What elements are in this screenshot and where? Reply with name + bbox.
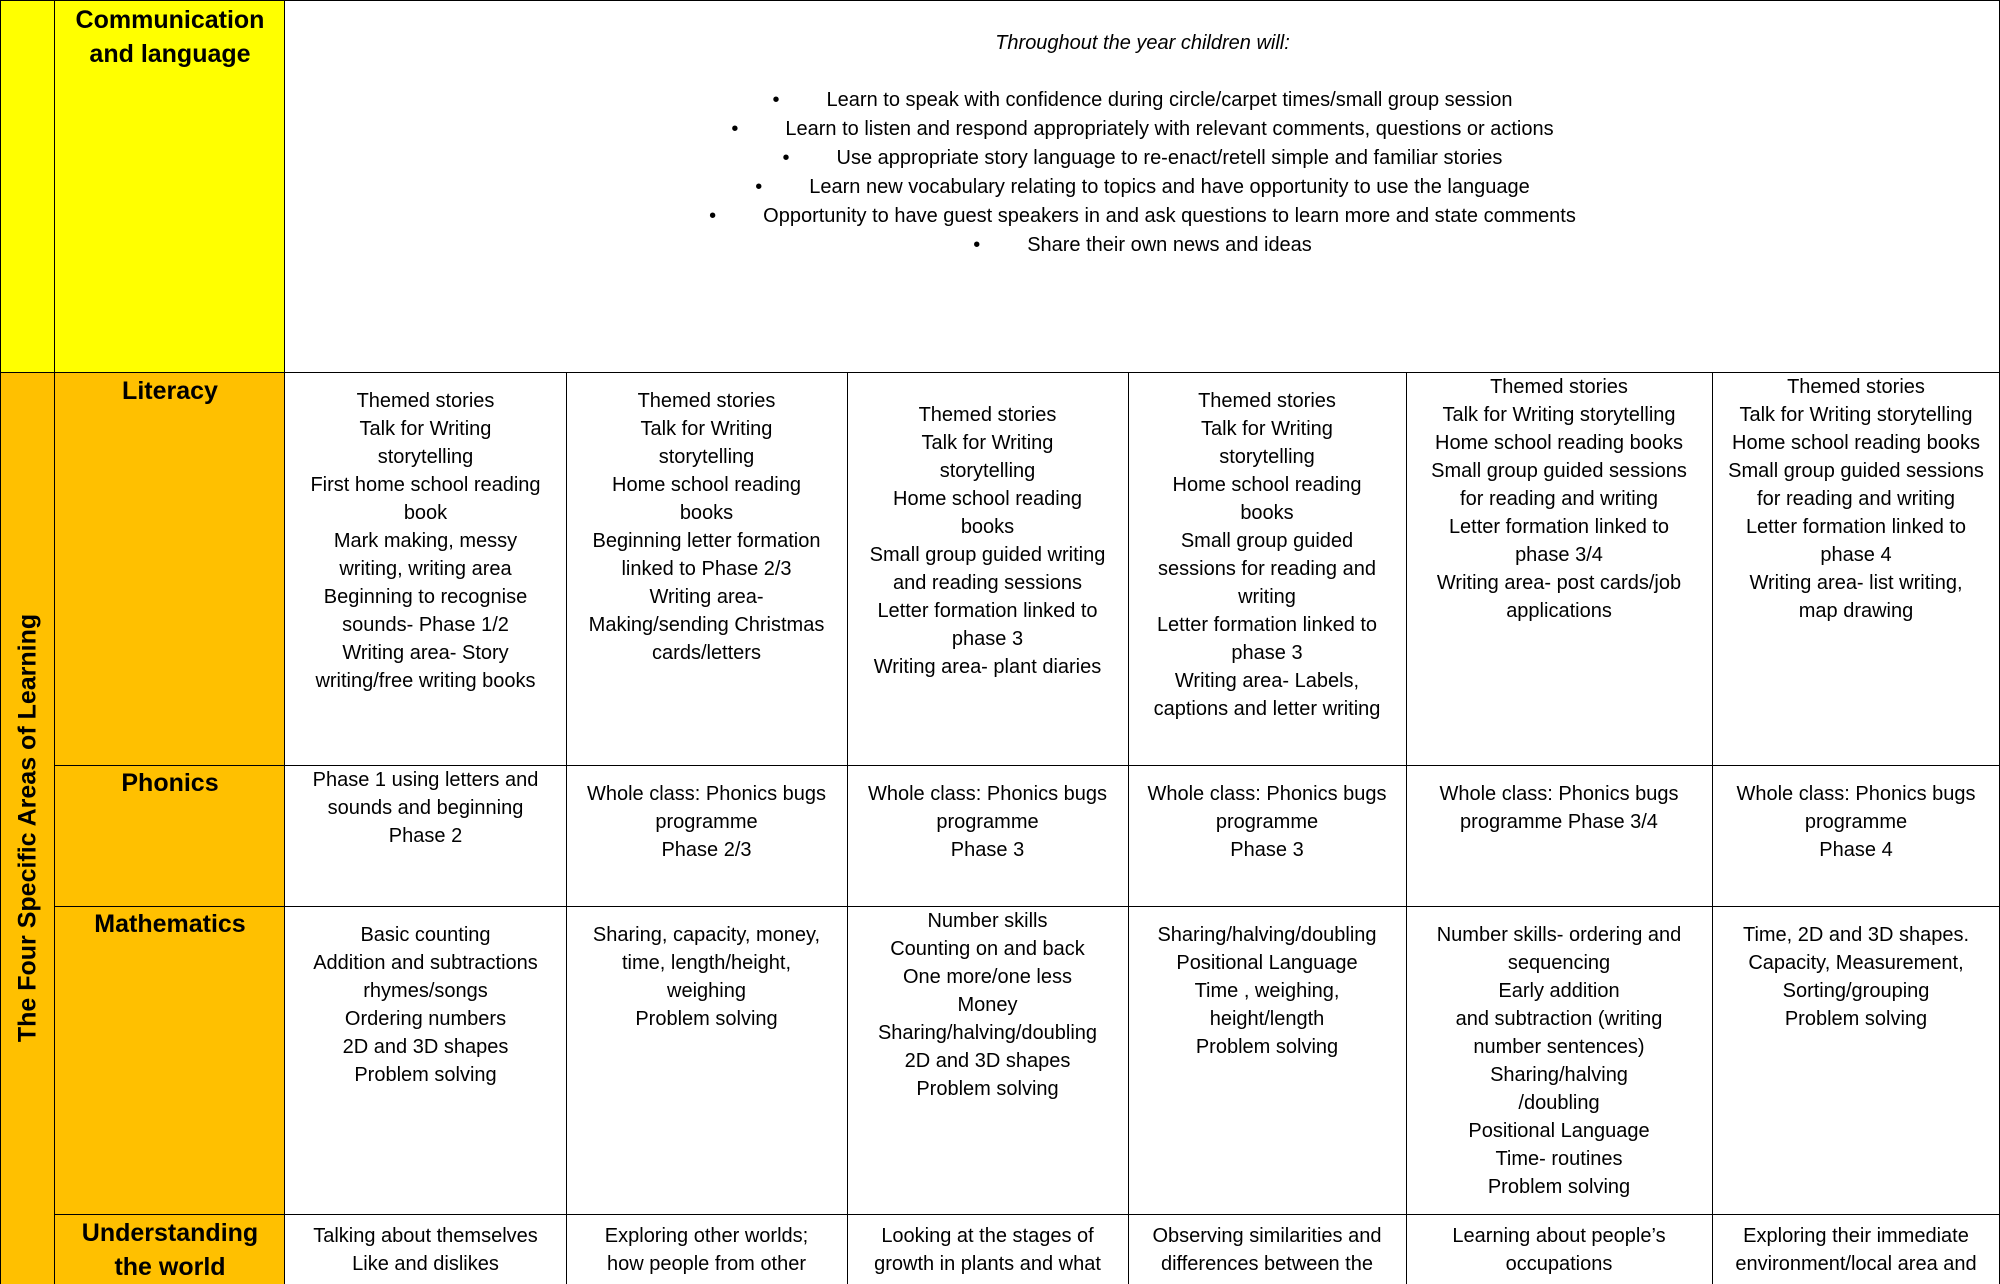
understanding-world-title-line-2: the world [114, 1253, 226, 1281]
cell-line: Talk for Writing [359, 418, 492, 440]
mathematics-title [55, 907, 285, 941]
cell-line: Like and dislikes [352, 1253, 499, 1275]
cell-line: Phase 4 [1819, 839, 1893, 861]
mathematics-cell [1406, 921, 1712, 1201]
cell-line: storytelling [658, 446, 755, 468]
mathematics-cell [847, 907, 1128, 1103]
cell-line: Sharing, capacity, money, [592, 924, 821, 946]
understanding-world-cell [1406, 1222, 1712, 1278]
cell-line: Problem solving [354, 1064, 497, 1086]
cell-line: Positional Language [1468, 1120, 1650, 1142]
literacy-cell [847, 401, 1128, 681]
communication-lead: Throughout the year children will: [995, 32, 1290, 54]
cell-line: Small group guided sessions [1431, 460, 1687, 482]
cell-line: phase 3/4 [1515, 544, 1603, 566]
mathematics-cell [1712, 921, 2000, 1033]
cell-line: Small group guided [1180, 530, 1354, 552]
cell-line: and subtraction (writing [1455, 1008, 1663, 1030]
cell-line: linked to Phase 2/3 [621, 558, 792, 580]
cell-line: Themed stories [1198, 390, 1336, 412]
cell-line: Early addition [1498, 980, 1620, 1002]
grid-line [0, 0, 2000, 1]
phonics-title-text: Phonics [121, 769, 219, 797]
cell-line: Whole class: Phonics bugs [1439, 783, 1679, 805]
cell-line: phase 4 [1820, 544, 1892, 566]
cell-line: Sharing/halving/doubling [877, 1022, 1098, 1044]
cell-line: Writing area- post cards/job [1436, 572, 1682, 594]
cell-line: books [960, 516, 1015, 538]
cell-line: Capacity, Measurement, [1748, 952, 1964, 974]
cell-line: Themed stories [918, 404, 1057, 426]
cell-line: books [1240, 502, 1294, 524]
cell-line: Learning about people’s [1452, 1225, 1666, 1247]
cell-line: rhymes/songs [363, 980, 488, 1002]
cell-line: Talk for Writing [1201, 418, 1333, 440]
grid-line [0, 0, 1, 1284]
cell-line: Number skills [927, 910, 1048, 932]
understanding-world-cell [566, 1222, 847, 1278]
cell-line: Problem solving [635, 1008, 778, 1030]
cell-line: Counting on and back [890, 938, 1085, 960]
cell-line: Observing similarities and [1152, 1225, 1382, 1247]
cell-line: Talking about themselves [313, 1225, 538, 1247]
cell-line: Talk for Writing storytelling [1442, 404, 1676, 426]
cell-line: phase 3 [1231, 642, 1303, 664]
cell-line: cards/letters [652, 642, 761, 664]
communication-title [55, 0, 285, 71]
cell-line: Whole class: Phonics bugs [586, 783, 826, 805]
cell-line: programme Phase 3/4 [1460, 811, 1658, 833]
cell-line: Phase 2 [388, 825, 463, 847]
communication-title-cell [55, 0, 285, 372]
cell-line: Whole class: Phonics bugs [1736, 783, 1976, 805]
bullet-text: Opportunity to have guest speakers in and ask questions to learn more and state comments [763, 205, 1576, 227]
cell-line: Phase 2/3 [661, 839, 752, 861]
cell-line: for reading and writing [1757, 488, 1955, 510]
cell-line: Basic counting [360, 924, 491, 946]
cell-line: Phase 3 [950, 839, 1025, 861]
understanding-world-cell [1712, 1222, 2000, 1278]
cell-line: Positional Language [1176, 952, 1358, 974]
grid-line [55, 765, 2000, 766]
cell-line: Sharing/halving [1490, 1064, 1628, 1086]
side-heading [0, 372, 55, 1284]
cell-line: Small group guided writing [869, 544, 1106, 566]
understanding-world-title [55, 1216, 285, 1284]
cell-line: weighing [667, 980, 746, 1002]
list-item [285, 231, 2000, 260]
grid-line [54, 0, 55, 1284]
list-item [285, 173, 2000, 202]
cell-line: Mark making, messy [333, 530, 518, 552]
cell-line: Exploring their immediate [1743, 1225, 1969, 1247]
bullet-text: Learn to speak with confidence during circle/carpet times/small group session [826, 89, 1513, 111]
literacy-cell [1406, 373, 1712, 625]
cell-line: /doubling [1518, 1092, 1600, 1114]
cell-line: Beginning to recognise [323, 586, 528, 608]
grid-line [284, 0, 285, 1284]
cell-line: Money [957, 994, 1018, 1016]
cell-line: book [403, 502, 448, 524]
cell-line: occupations [1505, 1253, 1613, 1275]
cell-line: Phase 3 [1230, 839, 1304, 861]
phonics-cell [1406, 780, 1712, 836]
cell-line: Exploring other worlds; [604, 1225, 809, 1247]
bullet-text: Learn new vocabulary relating to topics and have opportunity to use the language [809, 176, 1530, 198]
cell-line: programme [936, 811, 1039, 833]
cell-line: storytelling [939, 460, 1036, 482]
bullet-text: Share their own news and ideas [1027, 234, 1312, 256]
grid-line [566, 372, 567, 1284]
grid-line [55, 906, 2000, 907]
cell-line: Letter formation linked to [877, 600, 1098, 622]
cell-line: growth in plants and what [874, 1253, 1101, 1275]
cell-line: writing/free writing books [315, 670, 536, 692]
cell-line: programme [655, 811, 758, 833]
cell-line: phase 3 [951, 628, 1024, 650]
cell-line: writing, writing area [339, 558, 512, 580]
cell-line: Problem solving [1784, 1008, 1928, 1030]
cell-line: programme [1804, 811, 1908, 833]
cell-line: environment/local area and [1735, 1253, 1977, 1275]
cell-line: Home school reading [612, 474, 801, 496]
grid-line [847, 372, 848, 1284]
cell-line: sequencing [1507, 952, 1611, 974]
phonics-title [55, 766, 285, 800]
cell-line: Writing area- Story [342, 642, 509, 664]
cell-line: for reading and writing [1460, 488, 1658, 510]
literacy-title-text: Literacy [122, 377, 218, 405]
cell-line: Writing area- [649, 586, 764, 608]
cell-line: One more/one less [903, 966, 1072, 988]
phonics-cell [285, 766, 566, 850]
cell-line: 2D and 3D shapes [342, 1036, 509, 1058]
cell-line: Ordering numbers [344, 1008, 507, 1030]
bullet-text: Learn to listen and respond appropriately with relevant comments, questions or actions [785, 118, 1554, 140]
cell-line: sounds and beginning [327, 797, 524, 819]
cell-line: Home school reading [1172, 474, 1362, 496]
communication-bullet-list [285, 86, 2000, 260]
cell-line: Beginning letter formation [592, 530, 821, 552]
understanding-world-cell [847, 1222, 1128, 1278]
cell-line: 2D and 3D shapes [904, 1050, 1071, 1072]
phonics-cell [847, 780, 1128, 864]
cell-line: programme [1215, 811, 1319, 833]
communication-title-line-2: and language [89, 40, 251, 68]
cell-line: First home school reading [310, 474, 541, 496]
cell-line: Writing area- list writing, [1749, 572, 1963, 594]
cell-line: sounds- Phase 1/2 [342, 614, 509, 636]
cell-line: Looking at the stages of [881, 1225, 1094, 1247]
cell-line: Addition and subtractions [313, 952, 538, 974]
cell-line: Home school reading [893, 488, 1082, 510]
mathematics-cell [285, 921, 566, 1089]
cell-line: Problem solving [916, 1078, 1059, 1100]
cell-line: Problem solving [1195, 1036, 1339, 1058]
cell-line: Themed stories [1787, 376, 1925, 398]
cell-line: Talk for Writing [921, 432, 1054, 454]
phonics-cell [1128, 780, 1406, 864]
mathematics-cell [566, 921, 847, 1033]
literacy-cell [285, 387, 566, 695]
cell-line: books [679, 502, 734, 524]
cell-line: differences between the [1160, 1253, 1373, 1275]
cell-line: and reading sessions [892, 572, 1082, 594]
phonics-cell [1712, 780, 2000, 864]
cell-line: Small group guided sessions [1728, 460, 1984, 482]
cell-line: time, length/height, [622, 952, 791, 974]
cell-line: map drawing [1798, 600, 1914, 622]
literacy-cell [1712, 373, 2000, 625]
communication-content [285, 28, 2000, 260]
cell-line: Letter formation linked to [1745, 516, 1967, 538]
cell-line: Sorting/grouping [1782, 980, 1930, 1002]
cell-line: Time, 2D and 3D shapes. [1742, 924, 1970, 946]
understanding-world-title-line-1: Understanding [81, 1219, 259, 1247]
cell-line: sessions for reading and [1158, 558, 1376, 580]
cell-line: number sentences) [1473, 1036, 1645, 1058]
cell-line: writing [1238, 586, 1296, 608]
cell-line: storytelling [1219, 446, 1315, 468]
bullet-text: Use appropriate story language to re-enact/retell simple and familiar stories [836, 147, 1503, 169]
cell-line: Talk for Writing [640, 418, 773, 440]
cell-line: Themed stories [356, 390, 495, 412]
understanding-world-cell [1128, 1222, 1406, 1278]
side-heading-text: The Four Specific Areas of Learning [13, 613, 41, 1043]
cell-line: Time- routines [1495, 1148, 1623, 1170]
cell-line: Number skills- ordering and [1436, 924, 1682, 946]
communication-title-line-1: Communication [75, 6, 265, 34]
cell-line: Making/sending Christmas [588, 614, 825, 636]
mathematics-cell [1128, 921, 1406, 1061]
understanding-world-cell [285, 1222, 566, 1278]
cell-line: Writing area- Labels, [1174, 670, 1360, 692]
cell-line: how people from other [606, 1253, 806, 1275]
grid-line [55, 1214, 2000, 1215]
list-item [285, 144, 2000, 173]
list-item [285, 202, 2000, 231]
cell-line: Home school reading books [1435, 432, 1683, 454]
cell-line: Themed stories [637, 390, 776, 412]
cell-line: Talk for Writing storytelling [1739, 404, 1973, 426]
literacy-cell [566, 387, 847, 667]
cell-line: captions and letter writing [1153, 698, 1381, 720]
list-item [285, 115, 2000, 144]
phonics-cell [566, 780, 847, 864]
cell-line: Problem solving [1487, 1176, 1631, 1198]
cell-line: Letter formation linked to [1156, 614, 1378, 636]
communication-side-band [0, 0, 55, 372]
list-item [285, 86, 2000, 115]
grid-line [1406, 372, 1407, 1284]
cell-line: Writing area- plant diaries [873, 656, 1102, 678]
cell-line: height/length [1209, 1008, 1325, 1030]
cell-line: Phase 1 using letters and [312, 769, 539, 791]
grid-line [1128, 372, 1129, 1284]
cell-line: Whole class: Phonics bugs [867, 783, 1107, 805]
cell-line: Letter formation linked to [1448, 516, 1670, 538]
cell-line: Themed stories [1490, 376, 1628, 398]
cell-line: Home school reading books [1732, 432, 1980, 454]
cell-line: Whole class: Phonics bugs [1147, 783, 1387, 805]
mathematics-title-text: Mathematics [94, 910, 246, 938]
grid-line [0, 372, 2000, 373]
area-titles-column [55, 372, 285, 1284]
cell-line: Time , weighing, [1194, 980, 1340, 1002]
grid-line [1712, 372, 1713, 1284]
literacy-title [55, 374, 285, 408]
cell-line: Sharing/halving/doubling [1157, 924, 1377, 946]
cell-line: applications [1506, 600, 1612, 622]
cell-line: storytelling [377, 446, 474, 468]
literacy-cell [1128, 387, 1406, 723]
